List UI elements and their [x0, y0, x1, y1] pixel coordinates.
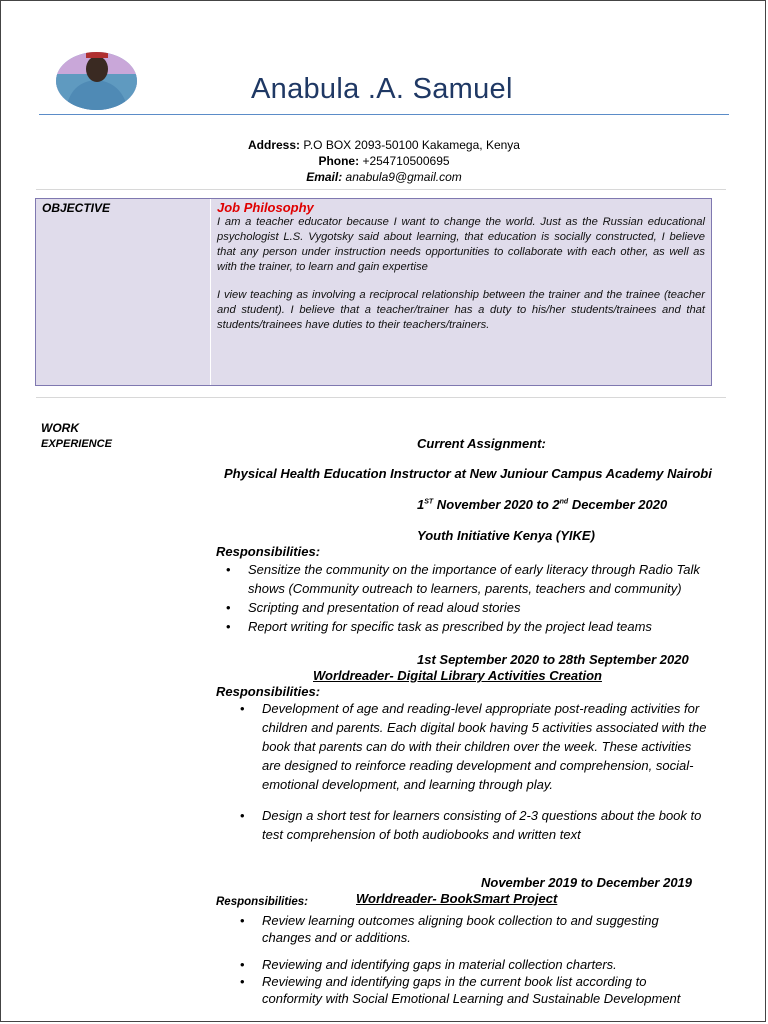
- list-item: [230, 973, 710, 1007]
- bullet-icon: •: [240, 957, 245, 972]
- date-1-part-b: November 2020 to 2: [433, 497, 560, 512]
- assignment-1-organization: Youth Initiative Kenya (YIKE): [417, 528, 595, 543]
- address-value: P.O BOX 2093-50100 Kakamega, Kenya: [303, 138, 520, 152]
- email-value: anabula9@gmail.com: [345, 170, 462, 184]
- header-divider: [39, 114, 729, 115]
- bullet-icon: •: [226, 600, 231, 615]
- list-spacer: [230, 946, 710, 956]
- address-line: [1, 137, 767, 153]
- assignment-2-organization: Worldreader- Digital Library Activities Creation: [313, 668, 602, 683]
- objective-column-divider: [210, 199, 211, 385]
- email-line: [1, 169, 767, 185]
- bullet-icon: •: [226, 619, 231, 634]
- phone-value: +254710500695: [362, 154, 450, 168]
- responsibilities-label-3: Responsibilities:: [216, 896, 309, 908]
- section-divider: [36, 189, 726, 190]
- responsibilities-list-3: [230, 912, 710, 1007]
- objective-section: [35, 198, 712, 386]
- phone-label: Phone:: [318, 154, 360, 168]
- date-1-part-a: 1: [417, 497, 425, 512]
- section-divider: [36, 397, 726, 398]
- profile-photo: [56, 52, 137, 110]
- email-label: Email:: [306, 170, 343, 184]
- bullet-icon: •: [226, 562, 231, 577]
- responsibilities-label-1: Responsibilities:: [216, 544, 321, 559]
- assignment-2-dates: 1st September 2020 to 28th September 2020: [417, 652, 689, 667]
- date-1-sup-1: ST: [424, 498, 434, 506]
- list-item: [230, 912, 710, 946]
- bullet-icon: •: [240, 808, 245, 823]
- job-philosophy-title: Job Philosophy: [217, 200, 314, 215]
- assignment-3-dates: November 2019 to December 2019: [481, 875, 693, 890]
- philosophy-paragraph-2: I view teaching as involving a reciprocal relationship between the trainer and the trainee (teacher and student). I believe that a teacher/trainer has a duty to his/her students/trainees and that students/trainees have duties to their teachers/trainers.: [217, 289, 705, 331]
- assignment-1-dates: [417, 497, 667, 512]
- list-item-text: Design a short test for learners consisting of 2-3 questions about the book to test comprehension of both audiobooks and written text: [262, 808, 702, 842]
- assignment-3-organization: Worldreader- BookSmart Project: [356, 891, 558, 906]
- philosophy-paragraph-1: I am a teacher educator because I want to change the world. Just as the Russian educational psychologist L.S. Vygotsky said about learning, that education is socially constructed, I believe that any person under instruction needs opportunities to collaborate with each other, as well as with the trainer, to learn and gain expertise: [217, 216, 705, 273]
- responsibilities-list-1: [216, 560, 716, 636]
- list-item: [230, 699, 710, 794]
- list-item: [216, 617, 716, 636]
- phone-line: [1, 153, 767, 169]
- date-1-sup-2: nd: [559, 498, 569, 506]
- list-item: [230, 806, 710, 844]
- list-item-text: Reviewing and identifying gaps in material collection charters.: [262, 957, 617, 972]
- list-item-text: Sensitize the community on the importance of early literacy through Radio Talk shows (Community outreach to learners, parents, teachers and community): [248, 562, 700, 596]
- list-spacer: [230, 794, 710, 806]
- objective-label: OBJECTIVE: [42, 201, 111, 215]
- experience-section-label: EXPERIENCE: [41, 438, 112, 450]
- responsibilities-label-2: Responsibilities:: [216, 684, 321, 699]
- list-item: [230, 956, 710, 973]
- current-position-title: Physical Health Education Instructor at New Juniour Campus Academy Nairobi: [224, 466, 712, 481]
- address-label: Address:: [248, 138, 301, 152]
- list-item-text: Report writing for specific task as prescribed by the project lead teams: [248, 619, 652, 634]
- avatar-image: [56, 52, 137, 110]
- responsibilities-list-2: [230, 699, 710, 844]
- list-item: [216, 598, 716, 617]
- current-assignment-heading: Current Assignment:: [417, 436, 546, 451]
- bullet-icon: •: [240, 913, 245, 928]
- list-item-text: Review learning outcomes aligning book collection to and suggesting changes and or additions.: [262, 913, 659, 945]
- date-1-part-c: December 2020: [568, 497, 668, 512]
- bullet-icon: •: [240, 974, 245, 989]
- work-section-label: WORK: [41, 421, 79, 435]
- list-item-text: Scripting and presentation of read aloud stories: [248, 600, 521, 615]
- list-item: [216, 560, 716, 598]
- candidate-name: Anabula .A. Samuel: [251, 73, 513, 105]
- list-item-text: Development of age and reading-level appropriate post-reading activities for children and parents. Each digital book having 5 activities associated with the book that parents can do with their children over the week. These activities are designed to reinforce reading development and comprehension, social-emotional development, and learning through play.: [262, 701, 707, 792]
- list-item-text: Reviewing and identifying gaps in the current book list according to conformity with Social Emotional Learning and Sustainable Development: [262, 974, 681, 1006]
- bullet-icon: •: [240, 701, 245, 716]
